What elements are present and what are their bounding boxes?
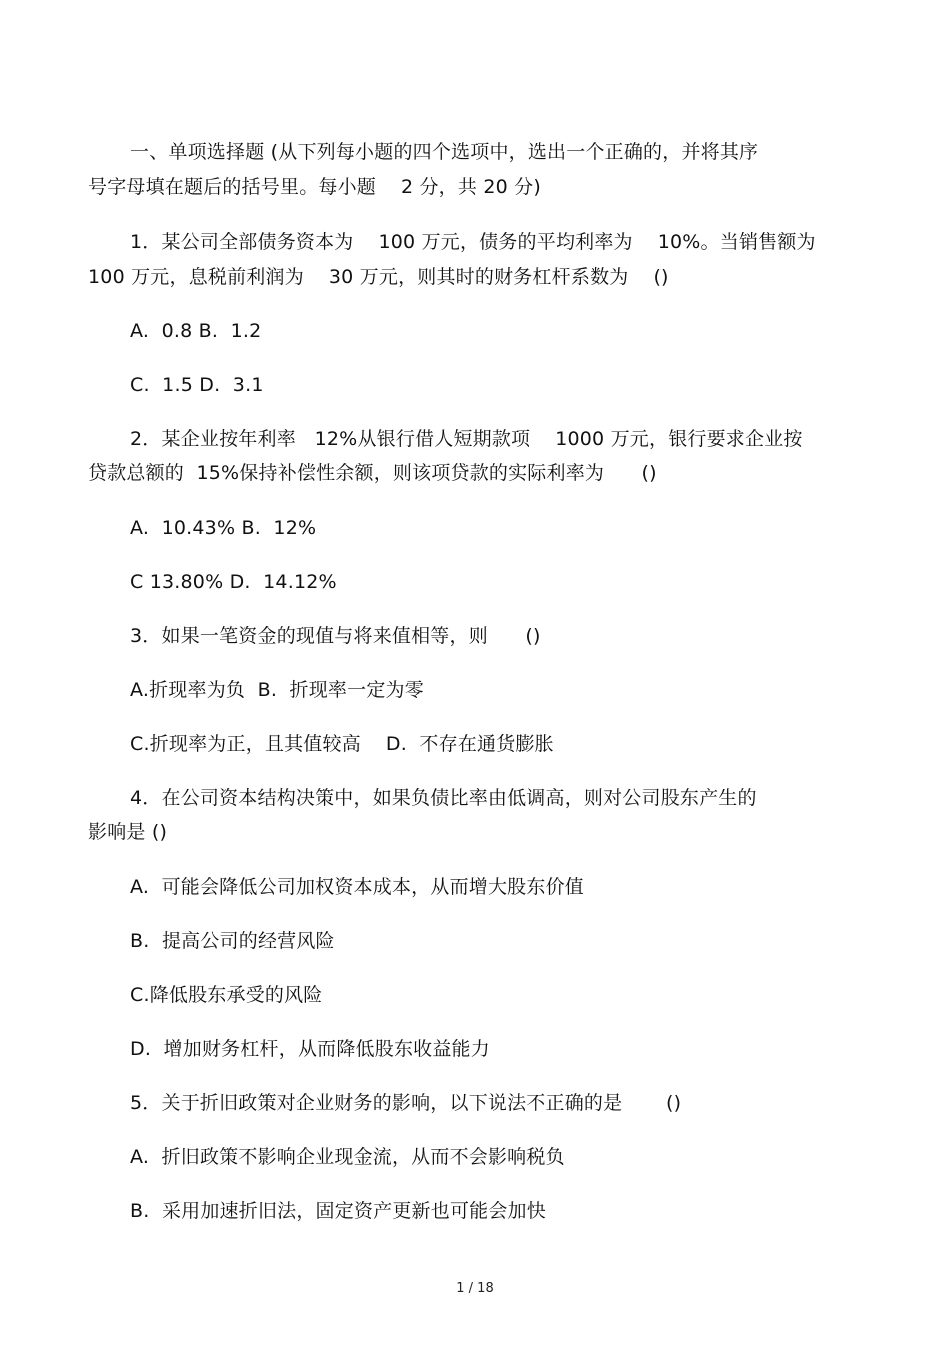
question-1-stem-line-1: 1．某公司全部债务资本为 100 万元，债务的平均利率为 10%。当销售额为 <box>130 231 816 253</box>
question-5-option-a: A. 折旧政策不影响企业现金流，从而不会影响税负 <box>130 1146 565 1168</box>
question-4-option-d: D. 增加财务杠杆，从而降低股东收益能力 <box>130 1038 490 1060</box>
question-3-options-line-2: C.折现率为正，且其值较高 D. 不存在通货膨胀 <box>130 733 554 755</box>
question-2-options-line-2: C 13.80% D. 14.12% <box>130 571 337 593</box>
section-title-line-1: 一、单项选择题 (从下列每小题的四个选项中，选出一个正确的，并将其序 <box>130 141 759 163</box>
question-1-stem-line-2: 100 万元，息税前利润为 30 万元，则其时的财务杠杆系数为 () <box>88 266 669 288</box>
question-3-stem: 3．如果一笔资金的现值与将来值相等，则 () <box>130 625 541 647</box>
question-5-stem: 5．关于折旧政策对企业财务的影响，以下说法不正确的是 () <box>130 1092 682 1114</box>
question-2-stem-line-2: 贷款总额的 15%保持补偿性余额，则该项贷款的实际利率为 () <box>88 462 657 484</box>
question-5-option-b: B. 采用加速折旧法，固定资产更新也可能会加快 <box>130 1200 546 1222</box>
question-1-options-line-2: C. 1.5 D. 3.1 <box>130 374 264 396</box>
question-3-options-line-1: A.折现率为负 B. 折现率一定为零 <box>130 679 424 701</box>
question-4-option-b: B. 提高公司的经营风险 <box>130 930 335 952</box>
section-title-line-2: 号字母填在题后的括号里。每小题 2 分，共 20 分) <box>88 176 541 198</box>
question-1-options-line-1: A. 0.8 B. 1.2 <box>130 320 262 342</box>
question-4-option-a: A. 可能会降低公司加权资本成本，从而增大股东价值 <box>130 876 584 898</box>
question-2-options-line-1: A. 10.43% B. 12% <box>130 517 317 539</box>
question-4-stem-line-2: 影响是 () <box>88 821 168 843</box>
question-4-option-c: C.降低股东承受的风险 <box>130 984 323 1006</box>
question-4-stem-line-1: 4．在公司资本结构决策中，如果负债比率由低调高，则对公司股东产生的 <box>130 787 757 809</box>
question-2-stem-line-1: 2．某企业按年利率 12%从银行借人短期款项 1000 万元，银行要求企业按 <box>130 428 803 450</box>
page-indicator: 1 / 18 <box>456 1281 494 1296</box>
